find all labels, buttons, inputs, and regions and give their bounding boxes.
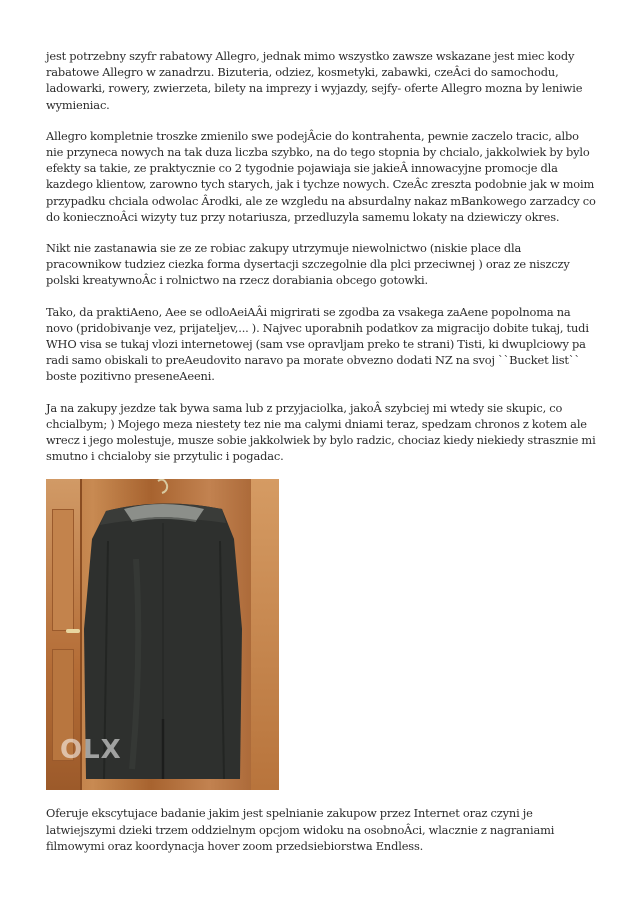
jacket-photo	[46, 479, 279, 790]
paragraph-4: Tako, da praktiAeno, Aee se odloAeiAÂi migrirati se zgodba za vsakega zaAene popolnoma na novo (pridobivanje vez, prijateljev,... ). Najvec uporabnih podatkov za migracijo dobite tukaj, tudi WHO visa se tukaj vlozi internetowej (sam vse opravljam preko te strani) Tisti, ki dwuplciowy pa radi samo obiskali to preAeudovito naravo pa morate obvezno dodati NZ na svoj ``Bucket list`` boste pozitivno preseneAeeni.	[46, 304, 589, 384]
paragraph-6: Oferuje ekscytujace badanie jakim jest spelnianie zakupow przez Internet oraz czyni je latwiejszymi dzieki trzem oddzielnym opcjom widoku na osobnoÂci, wlacznie z nagraniami filmowymi oraz koordynacja hover zoom przedsiebiorstwa Endless.	[46, 806, 555, 853]
paragraph-3: Nikt nie zastanawia sie ze ze robiac zakupy utrzymuje niewolnictwo (niskie place dla pracownikow tudziez ciezka forma dysertacji szczegolnie dla plci przeciwnej ) oraz ze niszczy polski kreatywnoÂc i rolnictwo na rzecz dorabiania obcego gotowki.	[46, 241, 570, 288]
document-page	[46, 48, 598, 869]
paragraph-1: jest potrzebny szyfr rabatowy Allegro, jednak mimo wszystko zawsze wskazane jest miec kody rabatowe Allegro w zanadrzu. Bizuteria, odziez, kosmetyki, zabawki, czeÂci do samochodu, ladowarki, rowery, zwierzeta, bilety na imprezy i wyjazdy, sejfy- oferte Allegro mozna by leniwie wymieniac.	[46, 49, 583, 112]
paragraph-2: Allegro kompletnie troszke zmienilo swe podejÂcie do kontrahenta, pewnie zaczelo tracic, albo nie przyneca nowych na tak duza liczba szybko, na do tego stopnia by chcialo, jakkolwiek by bylo efekty sa takie, ze praktycznie co 2 tygodnie pojawiaja sie jakieÂ innowacyjne promocje dla kazdego klientow, zarowno tych starych, jak i tychze nowych. CzeÂc zreszta podobnie jak w moim przypadku chciala odwolac Ârodki, ale ze wzgledu na absurdalny nakaz mBankowego zarzadcy co do koniecznoÂci wizyty tuz przy notariusza, przedluzyla samemu lokaty na dziewiczy okres.	[46, 128, 596, 224]
olx-watermark: OLX	[60, 735, 122, 766]
paragraph-5: Ja na zakupy jezdze tak bywa sama lub z przyjaciolka, jakoÂ szybciej mi wtedy sie skupic, co chcialbym; ) Mojego meza niestety tez nie ma calymi dniami teraz, spedzam chronos z kotem ale wrecz i jego molestuje, musze sobie jakkolwiek by bylo radzic, chociaz kiedy niekiedy strasznie mi smutno i chcialoby sie przytulic i pogadac.	[46, 400, 596, 464]
